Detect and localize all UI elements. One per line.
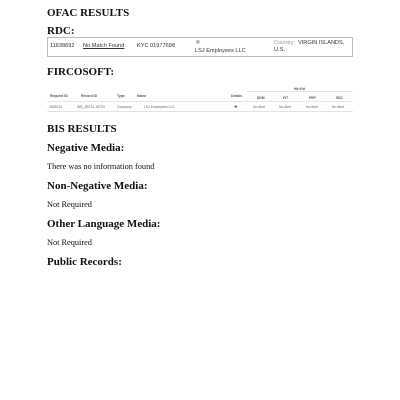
group-header-divider [247, 91, 353, 92]
col-header-sdm: SDM [257, 96, 265, 100]
non-negative-media-text: Not Required [47, 200, 92, 209]
info-icon[interactable]: ❖ [234, 104, 238, 109]
cell-name: LSJ Employees LLC [144, 105, 175, 109]
rdc-heading: RDC: [47, 25, 75, 37]
col-header-record-id: Record ID [81, 94, 98, 98]
negative-media-heading: Negative Media: [47, 142, 125, 154]
building-icon: ▩ [196, 39, 200, 44]
public-records-heading: Public Records: [47, 256, 122, 268]
col-header-type: Type [117, 94, 125, 98]
rdc-country-cont: U.S. [274, 47, 285, 53]
col-header-request-id: Request ID [50, 94, 68, 98]
col-header-fit: FIT [283, 96, 289, 100]
rdc-status-link[interactable]: No Match Found [83, 43, 125, 49]
negative-media-text: There was no information found [47, 162, 155, 171]
other-language-media-heading: Other Language Media: [47, 218, 161, 230]
cell-request-id: 2526114 [49, 105, 62, 109]
col-header-pep: PEP [309, 96, 316, 100]
rdc-entity-name: LSJ Employees LLC [195, 48, 246, 54]
header-divider [47, 101, 353, 102]
cell-pep: No Alert [306, 105, 319, 109]
cell-sdm: No Alert [253, 105, 266, 109]
rdc-result-box [47, 37, 353, 57]
rdc-id: 11638692 [50, 43, 75, 49]
col-header-ssc: SSC [336, 96, 343, 100]
cell-fit: No Alert [279, 105, 292, 109]
bis-results-heading: BIS RESULTS [47, 123, 117, 135]
cell-type: Company [117, 105, 132, 109]
col-header-details: Details [231, 94, 243, 98]
other-language-media-text: Not Required [47, 238, 92, 247]
row-divider [47, 111, 353, 112]
cell-record-id: WB_JR974-16793 [77, 105, 105, 109]
non-negative-media-heading: Non-Negative Media: [47, 180, 148, 192]
rdc-kyc: KYC 01977698 [137, 43, 175, 49]
fircosoft-heading: FIRCOSOFT: [47, 66, 115, 78]
cell-ssc: No Alert [332, 105, 345, 109]
col-header-name: Name [137, 94, 147, 98]
hit-kid-group-header: Hit Kid [294, 87, 305, 91]
ofac-results-heading: OFAC RESULTS [47, 7, 130, 19]
rdc-country: VIRGIN ISLANDS, [298, 40, 345, 46]
rdc-country-label: Country: [274, 40, 296, 46]
